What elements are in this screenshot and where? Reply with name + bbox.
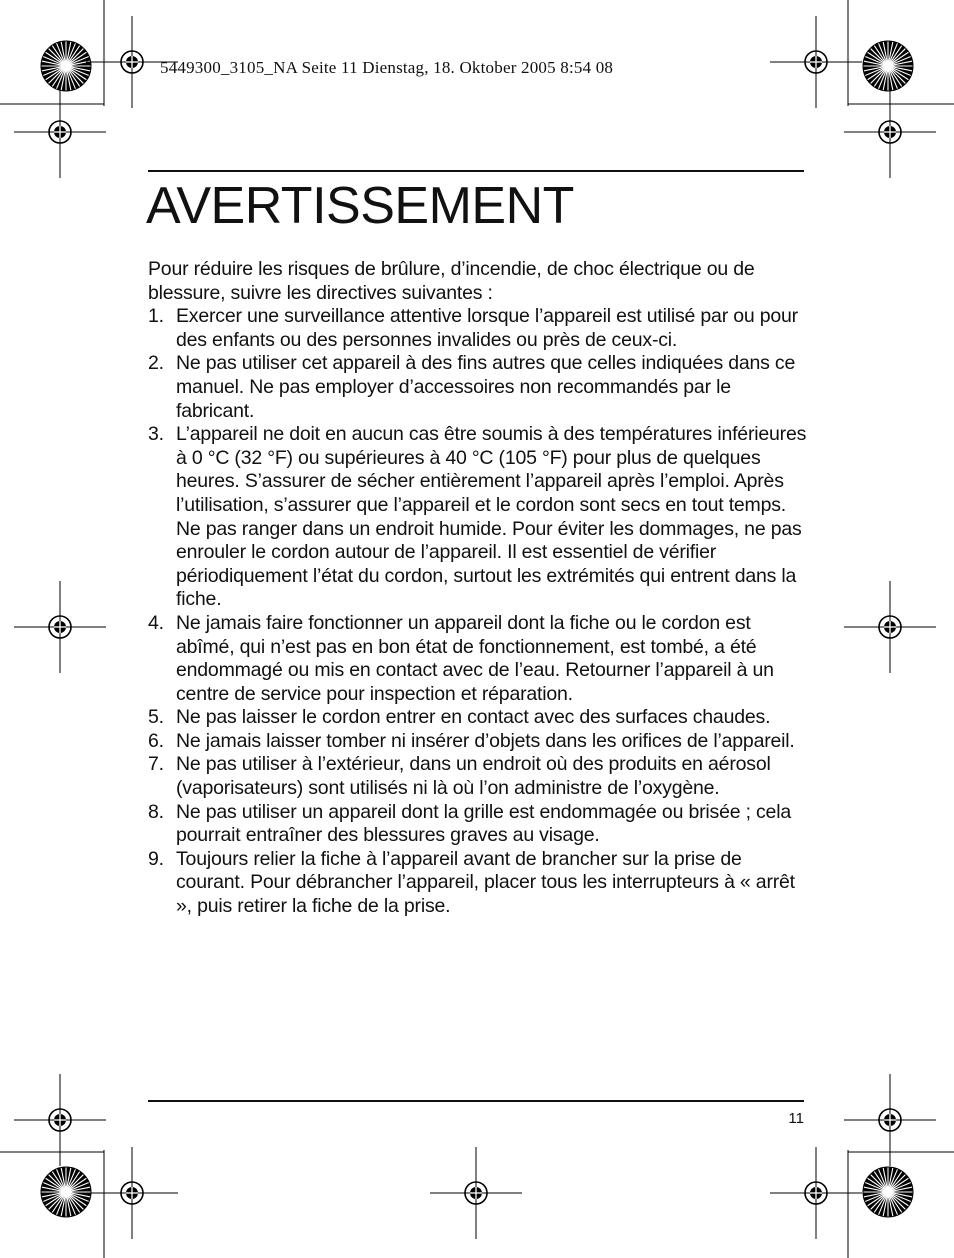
list-item xyxy=(148,706,808,730)
list-item xyxy=(148,352,808,423)
list-item xyxy=(148,612,808,706)
list-item xyxy=(148,730,808,754)
warning-list xyxy=(148,305,808,918)
list-item xyxy=(148,753,808,800)
top-rule xyxy=(148,170,804,172)
item-number: 6. xyxy=(148,729,164,752)
page-number: 11 xyxy=(788,1110,804,1127)
item-text: Ne jamais laisser tomber ni insérer d’objets dans les orifices de l’appareil. xyxy=(176,729,795,752)
item-text: Toujours relier la fiche à l’appareil avant de brancher sur la prise de courant. Pour débrancher l’appareil, placer tous les interrupteurs à « arrêt », puis retirer la fiche de la prise. xyxy=(176,847,795,918)
item-text: L’appareil ne doit en aucun cas être soumis à des températures inférieures à 0 °C (32 °F) ou supérieures à 40 °C (105 °F) pour plus de quelques heures. S’assurer de sécher entièrement l’appareil après l’emploi. Après l’utilisation, s’assurer que l’appareil et le cordon sont secs en tout temps. Ne pas ranger dans un endroit humide. Pour éviter les dommages, ne pas enrouler le cordon autour de l’appareil. Il est essentiel de vérifier périodiquement l’état du cordon, surtout les extrémités qui entrent dans la fiche. xyxy=(176,423,807,611)
page-title: AVERTISSEMENT xyxy=(146,177,574,235)
warning-body xyxy=(148,258,808,919)
item-text: Ne pas utiliser un appareil dont la grille est endommagée ou brisée ; cela pourrait entraîner des blessures graves au visage. xyxy=(176,800,791,847)
item-number: 2. xyxy=(148,352,164,375)
intro-paragraph: Pour réduire les risques de brûlure, d’incendie, de choc électrique ou de blessure, suivre les directives suivantes : xyxy=(148,258,755,304)
list-item xyxy=(148,305,808,352)
item-number: 5. xyxy=(148,706,164,729)
list-item xyxy=(148,848,808,919)
item-text: Ne pas laisser le cordon entrer en contact avec des surfaces chaudes. xyxy=(176,706,771,729)
item-text: Exercer une surveillance attentive lorsque l’appareil est utilisé par ou pour des enfants ou des personnes invalides ou près de ceux-ci. xyxy=(176,305,798,351)
bottom-rule xyxy=(148,1100,804,1102)
item-text: Ne jamais faire fonctionner un appareil dont la fiche ou le cordon est abîmé, qui n’est pas en bon état de fonctionnement, est tombé, a été endommagé ou mis en contact avec de l’eau. Retourner l’appareil à un centre de service pour inspection et réparation. xyxy=(176,611,774,705)
print-header: 5449300_3105_NA Seite 11 Dienstag, 18. Oktober 2005 8:54 08 xyxy=(160,58,614,77)
item-number: 9. xyxy=(148,847,164,870)
item-text: Ne pas utiliser cet appareil à des fins autres que celles indiquées dans ce manuel. Ne pas employer d’accessoires non recommandés par le fabricant. xyxy=(176,352,796,422)
item-number: 8. xyxy=(148,800,164,823)
item-number: 4. xyxy=(148,611,164,634)
list-item xyxy=(148,423,808,612)
item-text: Ne pas utiliser à l’extérieur, dans un endroit où des produits en aérosol (vaporisateurs) sont utilisés ni là où l’on administre de l’oxygène. xyxy=(176,753,771,800)
list-item xyxy=(148,801,808,848)
item-number: 7. xyxy=(148,753,164,776)
item-number: 3. xyxy=(148,423,164,446)
item-number: 1. xyxy=(148,305,164,328)
